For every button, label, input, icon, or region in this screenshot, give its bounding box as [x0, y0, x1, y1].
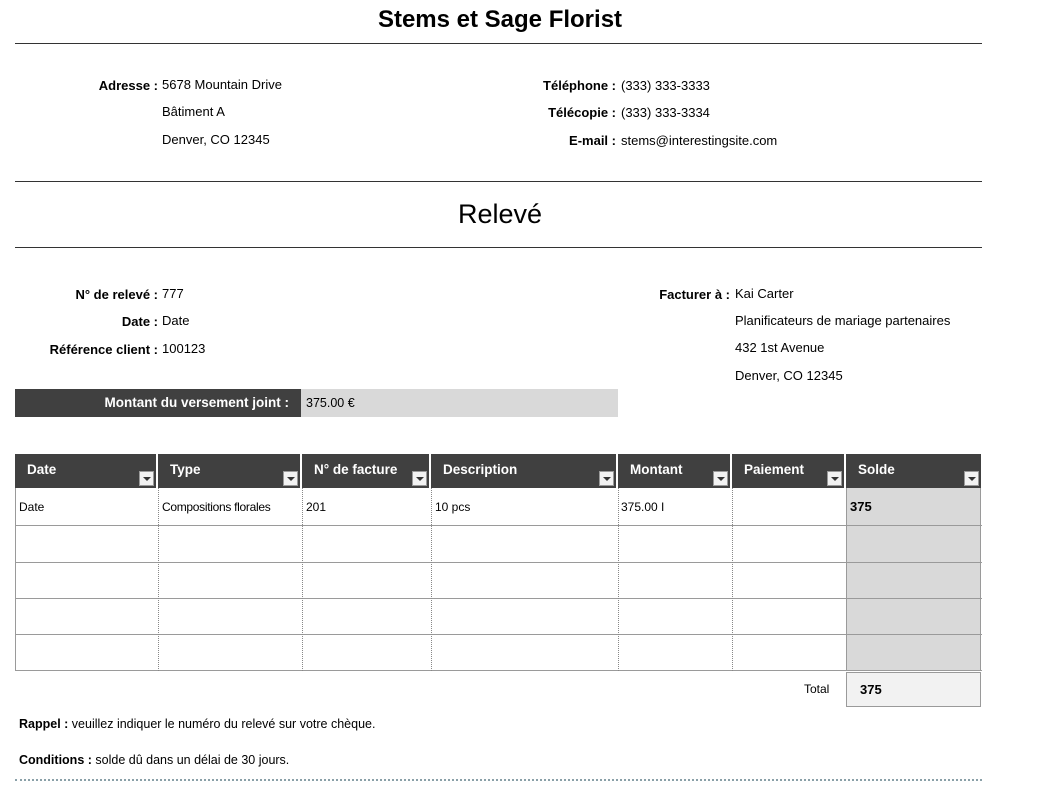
- total-value: 375: [860, 682, 882, 697]
- cell-balance[interactable]: 375: [850, 499, 872, 514]
- terms-line: [19, 753, 289, 767]
- reminder-label: Rappel :: [19, 717, 69, 731]
- payment-label-box: [15, 389, 301, 417]
- total-label: Total: [804, 682, 830, 696]
- column-divider: [732, 488, 733, 671]
- payment-value: 375.00 €: [306, 396, 355, 410]
- column-header-label: Paiement: [744, 462, 805, 477]
- column-header-balance[interactable]: [846, 454, 981, 488]
- bill-to-line-1: Kai Carter: [735, 286, 794, 301]
- bill-to-line-2: Planificateurs de mariage partenaires: [735, 313, 951, 328]
- row-divider: [15, 670, 982, 671]
- column-divider: [302, 488, 303, 671]
- filter-dropdown-icon[interactable]: [827, 471, 842, 486]
- statement-title: Relevé: [457, 199, 543, 229]
- statement-date-label: Date :: [121, 314, 158, 329]
- divider-lower: [15, 247, 982, 248]
- cell-description[interactable]: 10 pcs: [435, 500, 471, 514]
- column-header-invoice-number[interactable]: [302, 454, 431, 488]
- table-body-border: [15, 488, 981, 671]
- cell-date[interactable]: Date: [19, 500, 45, 514]
- client-ref-value: 100123: [162, 341, 206, 356]
- filter-dropdown-icon[interactable]: [713, 471, 728, 486]
- phone-value: (333) 333-3333: [621, 78, 710, 93]
- column-header-type[interactable]: [158, 454, 302, 488]
- email-label: E-mail :: [569, 133, 616, 148]
- column-header-description[interactable]: [431, 454, 618, 488]
- row-divider: [15, 562, 982, 563]
- address-line-3: Denver, CO 12345: [162, 132, 270, 147]
- fax-label: Télécopie :: [548, 105, 616, 120]
- client-ref-label: Référence client :: [49, 342, 158, 357]
- statement-date-value: Date: [162, 313, 190, 328]
- terms-label: Conditions :: [19, 753, 92, 767]
- footer-dotted-divider: [15, 779, 982, 781]
- filter-dropdown-icon[interactable]: [283, 471, 298, 486]
- address-label: Adresse :: [98, 78, 158, 93]
- payment-label: Montant du versement joint :: [104, 395, 289, 410]
- column-header-label: Type: [170, 462, 201, 477]
- column-header-label: Montant: [630, 462, 683, 477]
- total-box: [846, 672, 981, 707]
- column-header-label: Solde: [858, 462, 895, 477]
- statement-number-value: 777: [162, 286, 184, 301]
- cell-amount[interactable]: 375.00 I: [621, 500, 665, 514]
- reminder-text: veuillez indiquer le numéro du relevé sur votre chèque.: [71, 717, 376, 731]
- column-header-label: N° de facture: [314, 462, 398, 477]
- bill-to-line-4: Denver, CO 12345: [735, 368, 843, 383]
- address-line-2: Bâtiment A: [162, 104, 225, 119]
- divider-middle: [15, 181, 982, 182]
- column-header-payment[interactable]: [732, 454, 846, 488]
- reminder-line: [19, 717, 375, 731]
- cell-invoice-number[interactable]: 201: [306, 500, 327, 514]
- address-line-1: 5678 Mountain Drive: [162, 77, 282, 92]
- company-name: Stems et Sage Florist: [377, 6, 623, 33]
- row-divider: [15, 634, 982, 635]
- row-divider: [15, 598, 982, 599]
- filter-dropdown-icon[interactable]: [412, 471, 427, 486]
- filter-dropdown-icon[interactable]: [964, 471, 979, 486]
- column-divider: [846, 488, 847, 671]
- phone-label: Téléphone :: [543, 78, 616, 93]
- bill-to-line-3: 432 1st Avenue: [735, 340, 825, 355]
- column-header-label: Description: [443, 462, 518, 477]
- row-divider: [15, 525, 982, 526]
- cell-type[interactable]: Compositions florales: [162, 500, 271, 514]
- filter-dropdown-icon[interactable]: [599, 471, 614, 486]
- email-value: stems@interestingsite.com: [621, 133, 778, 148]
- column-header-label: Date: [27, 462, 57, 477]
- column-header-amount[interactable]: [618, 454, 732, 488]
- statement-number-label: N° de relevé :: [75, 287, 158, 302]
- payment-value-box[interactable]: [301, 389, 618, 417]
- column-header-date[interactable]: [15, 454, 158, 488]
- divider-top: [15, 43, 982, 44]
- bill-to-label: Facturer à :: [659, 287, 730, 302]
- column-divider: [618, 488, 619, 671]
- filter-dropdown-icon[interactable]: [139, 471, 154, 486]
- column-divider: [431, 488, 432, 671]
- terms-text: solde dû dans un délai de 30 jours.: [95, 753, 290, 767]
- fax-value: (333) 333-3334: [621, 105, 710, 120]
- column-divider: [158, 488, 159, 671]
